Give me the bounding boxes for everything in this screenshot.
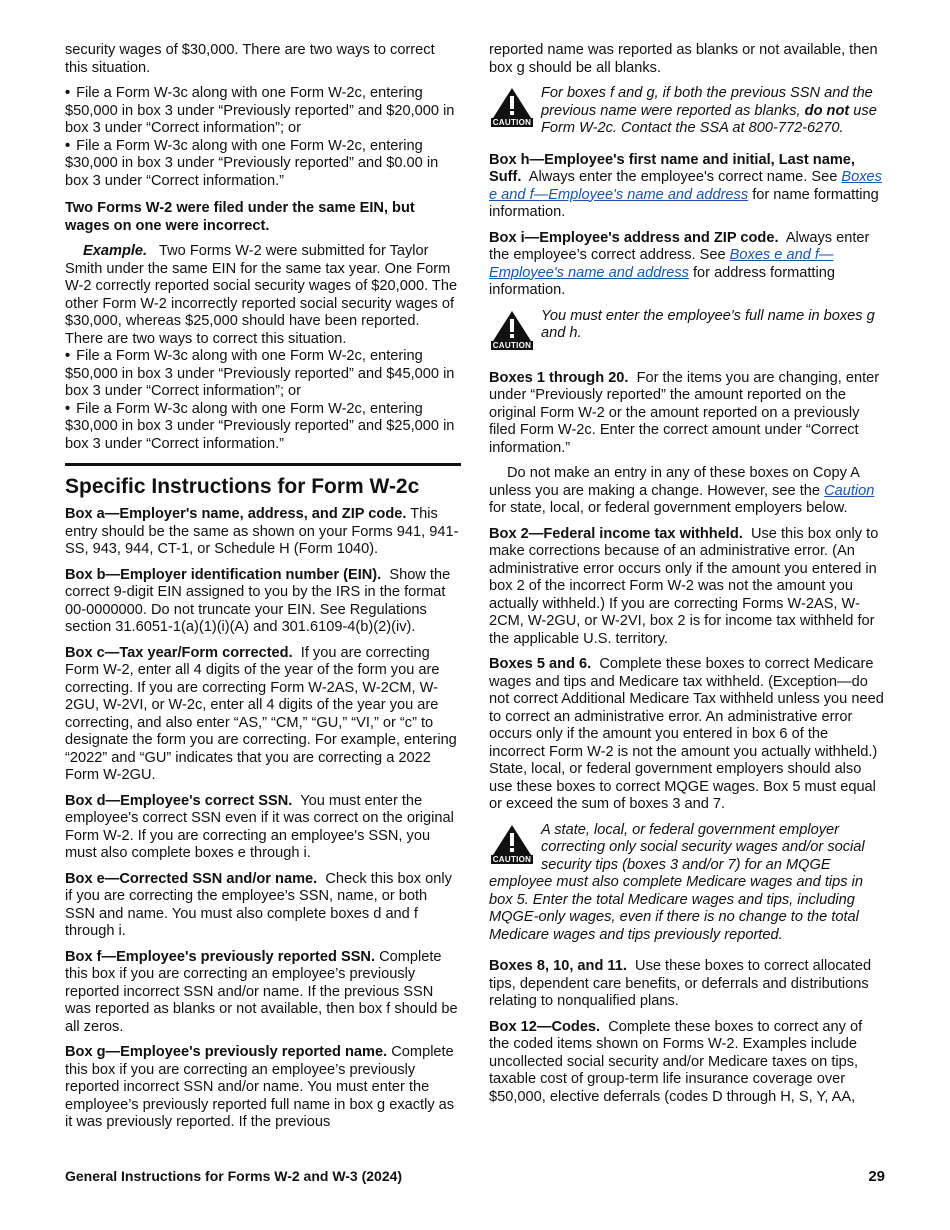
caution-note: CAUTION A state, local, or federal government employer correcting only social security wages and/or social security tips (boxes 3 and/or 7) for an MQGE employee must also complete Medicare wages and tips in box 5. Enter the total Medicare wages and tips, including MQGE-only wages, even if there is no change to the total Medicare wages and tips previously reported. <box>489 821 865 943</box>
caution-note: CAUTION For boxes f and g, if both the previous SSN and the previous name were reported as blanks, do not use Form W-2c. Contact the SSA at 800-772-6270. <box>489 85 885 138</box>
box-5-6-paragraph: Boxes 5 and 6. Complete these boxes to correct Medicare wages and tips and Medicare tax withheld. (Exception—do not correct Additional Medicare Tax withheld unless you need to correct an administrative error. An administrative error occurs only if the amount you entered in box 6 of the incorrect Form W-2 is not the amount you actually withheld.) State, local, or federal government employers should also use these boxes to correct MQGE wages. Box 5 must equal or exceed the sum of boxes 3 and 7. <box>489 656 884 812</box>
footer-title: General Instructions for Forms W-2 and W-3 (2024) <box>65 1168 403 1184</box>
caution-link[interactable]: Caution <box>824 482 875 499</box>
bullet-item: • File a Form W-3c along with one Form W-2c, entering $50,000 in box 3 under “Previously reported” and $45,000 in box 3 under “Correct information”; or <box>65 348 461 401</box>
example-label: Example. <box>83 243 148 259</box>
boxes-1-20-paragraph: Boxes 1 through 20. For the items you are changing, enter under “Previously reported” the amount reported on the original Form W-2 or the amount reported on a previously filed Form W-2c. Enter the correct amount under “Correct information.” <box>489 369 880 456</box>
box-i-paragraph: Box i—Employee's address and ZIP code. Always enter the employee’s correct address. See Boxes e and f—Employee's name and address for address formatting information. <box>489 229 870 298</box>
box-h-link[interactable]: Boxes e and f—Employee's name and address <box>489 169 882 203</box>
subheading: Two Forms W-2 were filed under the same EIN, but wages on one were incorrect. <box>65 200 415 234</box>
section-divider <box>65 463 461 466</box>
box-e-paragraph: Box e—Corrected SSN and/or name. Check this box only if you are correcting the employee's SSN, name, or both SSN and name. You must also complete boxes d and f through i. <box>65 870 452 939</box>
box-a-paragraph: Box a—Employer's name, address, and ZIP code. This entry should be the same as shown on your Forms 941, 941-SS, 943, 944, CT-1, or Schedule H (Form 1040). <box>65 506 459 557</box>
paragraph: security wages of $30,000. There are two ways to correct this situation. <box>65 42 435 76</box>
right-column <box>489 42 885 1114</box>
bullet-item: • File a Form W-3c along with one Form W-2c, entering $30,000 in box 3 under “Previously reported” and $25,000 in box 3 under “Correct information.” <box>65 401 461 454</box>
boxes-8-10-11-paragraph: Boxes 8, 10, and 11. Use these boxes to correct allocated tips, dependent care benefits, or deferrals and distributions relating to nonqualified plans. <box>489 958 872 1009</box>
box-d-paragraph: Box d—Employee's correct SSN. You must enter the employee's correct SSN even if it was correct on the original Form W-2. If you are correcting an employee's SSN, you must also complete boxes e through i. <box>65 792 454 861</box>
caution-icon: CAUTION <box>489 310 535 356</box>
caution-note: CAUTION You must enter the employee's full name in boxes g and h. <box>489 308 885 356</box>
page-footer <box>65 1168 885 1186</box>
box-12-paragraph: Box 12—Codes. Complete these boxes to correct any of the coded items shown on Forms W-2. Examples include uncollected social security and/or Medicare taxes on tips, taxable cost of group-term life insurance coverage over $50,000, elective deferrals (codes D through H, S, Y, AA, <box>489 1018 863 1105</box>
bullet-item: • File a Form W-3c along with one Form W-2c, entering $30,000 in box 3 under “Previously reported” and $0.00 in box 3 under “Correct information.” <box>65 138 461 191</box>
box-f-paragraph: Box f—Employee's previously reported SSN. Complete this box if you are correcting an employee’s previously reported incorrect SSN and/or name. If the previous SSN was reported as blanks or not available, then box f should be all zeros. <box>65 948 458 1035</box>
example-text: Two Forms W-2 were submitted for Taylor Smith under the same EIN for the same tax year. One Form W-2 correctly reported social security wages of $20,000. The other Form W-2 incorrectly reported social security wages of $30,000, whereas $25,000 should have been reported. There are two ways to correct this situation. <box>65 243 458 347</box>
box-i-link[interactable]: Boxes e and f—Employee's name and address <box>489 247 834 281</box>
box-h-paragraph: Box h—Employee's first name and initial, Last name, Suff. Always enter the employee's correct name. See Boxes e and f—Employee's name and address for name formatting information. <box>489 151 882 220</box>
example-paragraph <box>65 243 461 348</box>
box-b-paragraph: Box b—Employer identification number (EIN). Show the correct 9-digit EIN assigned to you by the IRS in the format 00-0000000. Do not truncate your EIN. See Regulations section 31.6051-1(a)(1)(i)(A) and 301.6109-4(b)(2)(iv). <box>65 566 451 635</box>
caution-icon: CAUTION <box>489 87 535 133</box>
box-g-paragraph: Box g—Employee's previously reported name. Complete this box if you are correcting an employee’s previously reported incorrect SSN and/or name. You must enter the employee’s previously reported full name in box g exactly as it was previously reported. If the previous <box>65 1044 455 1130</box>
paragraph: reported name was reported as blanks or not available, then box g should be all blanks. <box>489 42 878 76</box>
no-entry-paragraph: Do not make an entry in any of these boxes on Copy A unless you are making a change. However, see the Caution for state, local, or federal government employers below. <box>489 465 875 516</box>
page-number: 29 <box>868 1168 885 1185</box>
box-c-paragraph: Box c—Tax year/Form corrected. If you are correcting Form W-2, enter all 4 digits of the year of the form you are correcting. If you are correcting Form W-2AS, W-2CM, W-2GU, W-2VI, or W-2c, enter all 4 digits of the year you are correcting, and also enter “AS,” “CM,” “GU,” “VI,” or “c” to designate the form you are correcting. For example, entering “2022” and “GU” indicates that you are correcting a 2022 Form W-2GU. <box>65 644 457 783</box>
bullet-item: • File a Form W-3c along with one Form W-2c, entering $50,000 in box 3 under “Previously reported” and $20,000 in box 3 under “Correct information”; or <box>65 85 461 138</box>
box-2-paragraph: Box 2—Federal income tax withheld. Use this box only to make corrections because of an administrative error. (An administrative error occurs only if the amount you entered in box 2 of the incorrect Form W-2 was not the amount you actually withheld.) If you are correcting Forms W-2AS, W-2CM, W-2GU, or W-2VI, box 2 is for income tax withheld for the applicable U.S. territory. <box>489 525 879 647</box>
caution-icon: CAUTION <box>489 824 535 870</box>
left-column <box>65 42 461 1140</box>
section-title: Specific Instructions for Form W-2c <box>65 475 420 498</box>
